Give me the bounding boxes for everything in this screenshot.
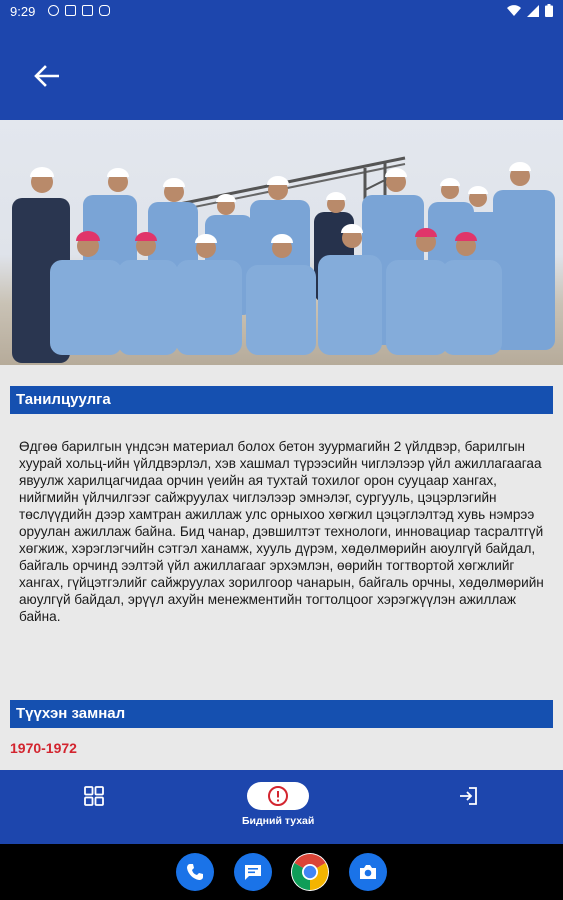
nav-pill-active: [247, 782, 309, 810]
camera-app-icon[interactable]: [349, 853, 387, 891]
history-heading: Түүхэн замнал: [10, 700, 553, 728]
nav-pill: [438, 782, 498, 810]
nav-item-grid[interactable]: [64, 782, 124, 810]
notification-sd-icon: [82, 5, 93, 16]
messages-app-icon[interactable]: [234, 853, 272, 891]
info-icon: [267, 785, 289, 807]
nav-item-login[interactable]: [438, 782, 498, 810]
status-right: [507, 4, 553, 17]
notification-app-icon: [65, 5, 76, 16]
battery-icon: [545, 4, 553, 17]
team-photo: [0, 120, 563, 365]
phone-icon: [185, 862, 205, 882]
status-time: 9:29: [10, 4, 36, 19]
login-icon: [457, 785, 479, 807]
bottom-navigation: [0, 770, 563, 844]
workers-group: [0, 120, 563, 365]
system-dock: [0, 844, 563, 900]
nav-item-about[interactable]: [242, 782, 314, 827]
message-icon: [243, 862, 263, 882]
chrome-icon: [291, 853, 329, 891]
intro-text: Өдгөө барилгын үндсэн материал болох бетон зуурмагийн 2 үйлдвэр, барилгын хуурай хольц-ийн үйлдвэрлэл, хэв хашмал түрээсийн чиглэлээр үйл ажиллагаагаа явуулж харилцагчидаа орчин үеийн ая тухтай тохилог орон сууцаар хангах, нийгмийн үйлчилгээг сайжруулах чиглэлээр эмнэлэг, сургууль, цэцэрлэгийн төслүүдийн дээр хамтран ажиллаж улс орныхоо хөгжил цэцэглэлтэд хувь нэмрээ оруулан ажиллаж байна. Бид чанар, дэвшилтэт технологи, инновациар тасралтгүй хөгжиж, хэрэглэгчийн сэтгэл ханамж, хууль дүрэм, хөдөлмөрийн аюулгүй байдал, байгаль орчинд ээлтэй үйл ажиллагааг эрхэмлэн, өөрийн тогтвортой хөгжлийг хангах, гүйцэтгэлийг сайжруулах зорилгоор чанарын, байгаль орчны, хөдөлмөрийн аюулгүй байдал, эрүүл ахуйн менежментийн тогтолцоог хэрэгжүүлэн ажиллаж байна.: [19, 439, 544, 624]
arrow-back-icon: [33, 64, 59, 88]
notification-a-icon: [48, 5, 59, 16]
wifi-icon: [507, 5, 521, 17]
status-bar: [0, 0, 563, 24]
app-bar: [0, 24, 563, 120]
camera-icon: [358, 862, 378, 882]
content-scroll[interactable]: [0, 120, 563, 770]
notification-icons: [48, 5, 110, 16]
signal-icon: [527, 5, 539, 17]
chrome-app-icon[interactable]: [291, 853, 329, 891]
back-button[interactable]: [24, 58, 68, 94]
history-year: 1970-1972: [10, 740, 77, 756]
notification-s-icon: [99, 5, 110, 16]
grid-icon: [83, 785, 105, 807]
nav-label-about: Бидний тухай: [242, 815, 315, 827]
nav-pill: [64, 782, 124, 810]
phone-app-icon[interactable]: [176, 853, 214, 891]
intro-heading: Танилцуулга: [10, 386, 553, 414]
